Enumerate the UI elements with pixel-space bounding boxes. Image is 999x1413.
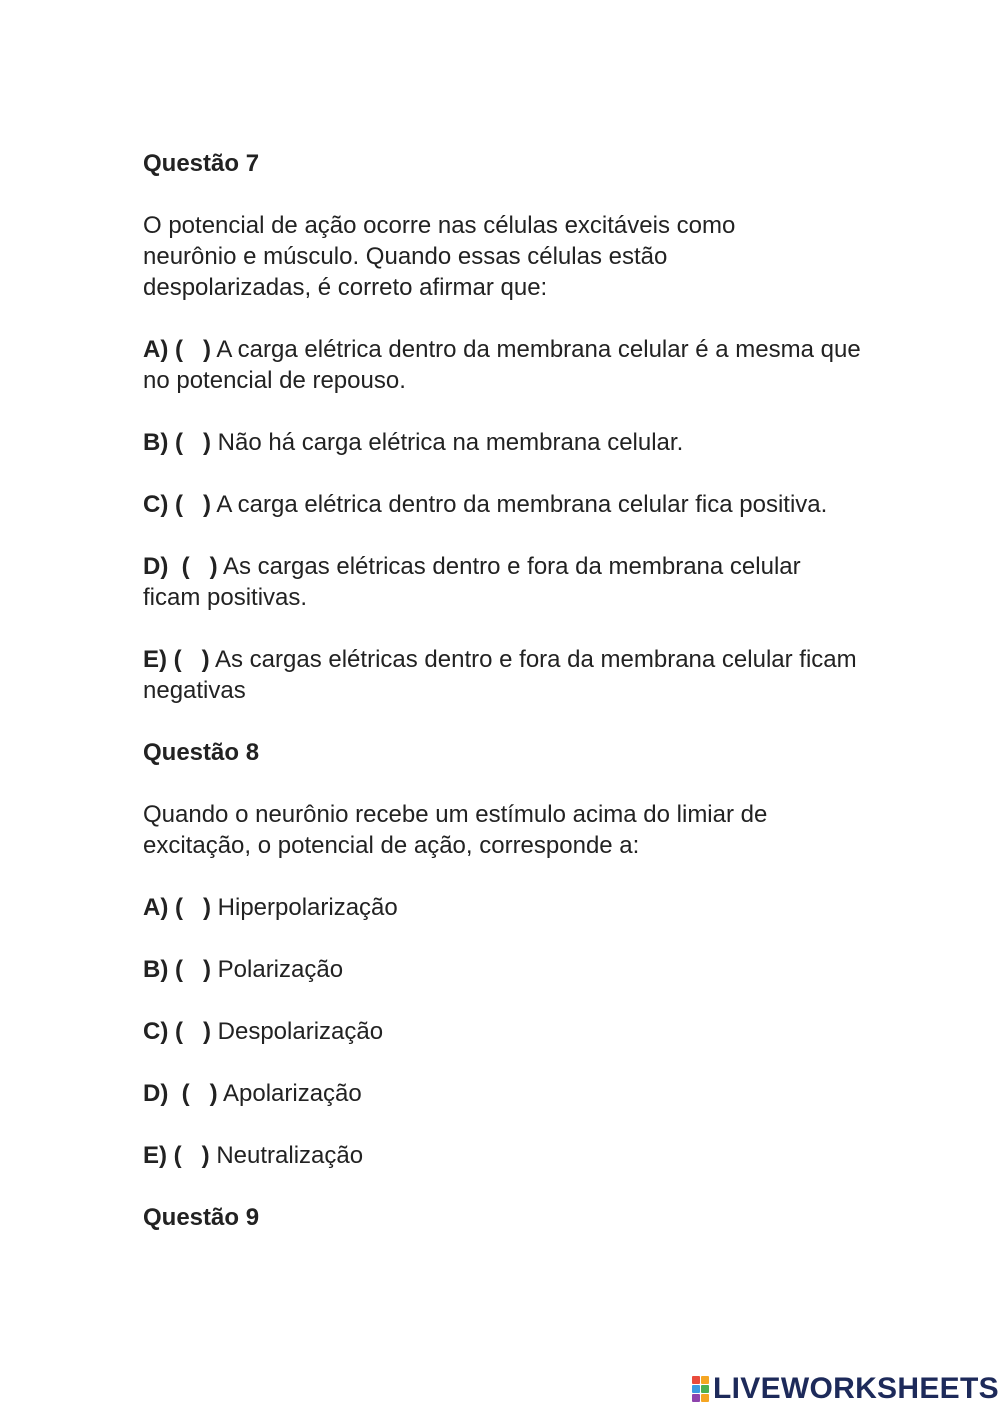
option-text: Hiperpolarização (210, 894, 398, 921)
option-text: As cargas elétricas dentro e fora da membrana celular ficam negativas (143, 646, 857, 704)
liveworksheets-logo-text: LIVEWORKSHEETS (713, 1372, 999, 1405)
question-8-title: Questão 8 (143, 739, 260, 766)
option-text: Neutralização (209, 1142, 364, 1169)
option-letter: D) ( ) (143, 1080, 218, 1107)
option-text: Despolarização (210, 1018, 384, 1045)
question-7-stem: O potencial de ação ocorre nas células excitáveis como neurônio e músculo. Quando essas células estão despolarizadas, é correto afirmar que: (143, 212, 736, 301)
option-letter: E) ( ) (143, 1142, 210, 1169)
q8-option-a (143, 892, 863, 923)
option-text: A carga elétrica dentro da membrana celular é a mesma que no potencial de repouso. (143, 336, 861, 394)
q7-option-e (143, 644, 863, 706)
q7-option-b (143, 427, 863, 458)
logo-square (692, 1376, 700, 1384)
option-letter: E) ( ) (143, 646, 210, 673)
option-text: Não há carga elétrica na membrana celular. (210, 429, 684, 456)
option-letter: B) ( ) (143, 429, 211, 456)
q8-option-c (143, 1016, 863, 1047)
option-letter: C) ( ) (143, 1018, 211, 1045)
option-letter: A) ( ) (143, 894, 211, 921)
q7-option-d (143, 551, 863, 613)
question-8-stem: Quando o neurônio recebe um estímulo acima do limiar de excitação, o potencial de ação, corresponde a: (143, 801, 768, 859)
q8-option-b (143, 954, 863, 985)
option-text: Apolarização (217, 1080, 362, 1107)
option-letter: B) ( ) (143, 956, 211, 983)
option-letter: D) ( ) (143, 553, 218, 580)
question-9-title: Questão 9 (143, 1204, 260, 1231)
option-text: A carga elétrica dentro da membrana celular fica positiva. (210, 491, 828, 518)
logo-square (701, 1376, 709, 1384)
logo-square (701, 1385, 709, 1393)
question-7-title: Questão 7 (143, 150, 260, 177)
option-text: As cargas elétricas dentro e fora da membrana celular ficam positivas. (143, 553, 801, 611)
logo-square (701, 1394, 709, 1402)
q7-option-c (143, 489, 863, 520)
q7-option-a (143, 334, 863, 396)
logo-square (692, 1385, 700, 1393)
q8-option-d (143, 1078, 863, 1109)
liveworksheets-logo-icon (692, 1376, 710, 1402)
option-text: Polarização (210, 956, 344, 983)
q8-option-e (143, 1140, 863, 1171)
worksheet-page (143, 148, 863, 1233)
logo-square (692, 1394, 700, 1402)
option-letter: C) ( ) (143, 491, 211, 518)
liveworksheets-logo (692, 1373, 999, 1405)
option-letter: A) ( ) (143, 336, 211, 363)
